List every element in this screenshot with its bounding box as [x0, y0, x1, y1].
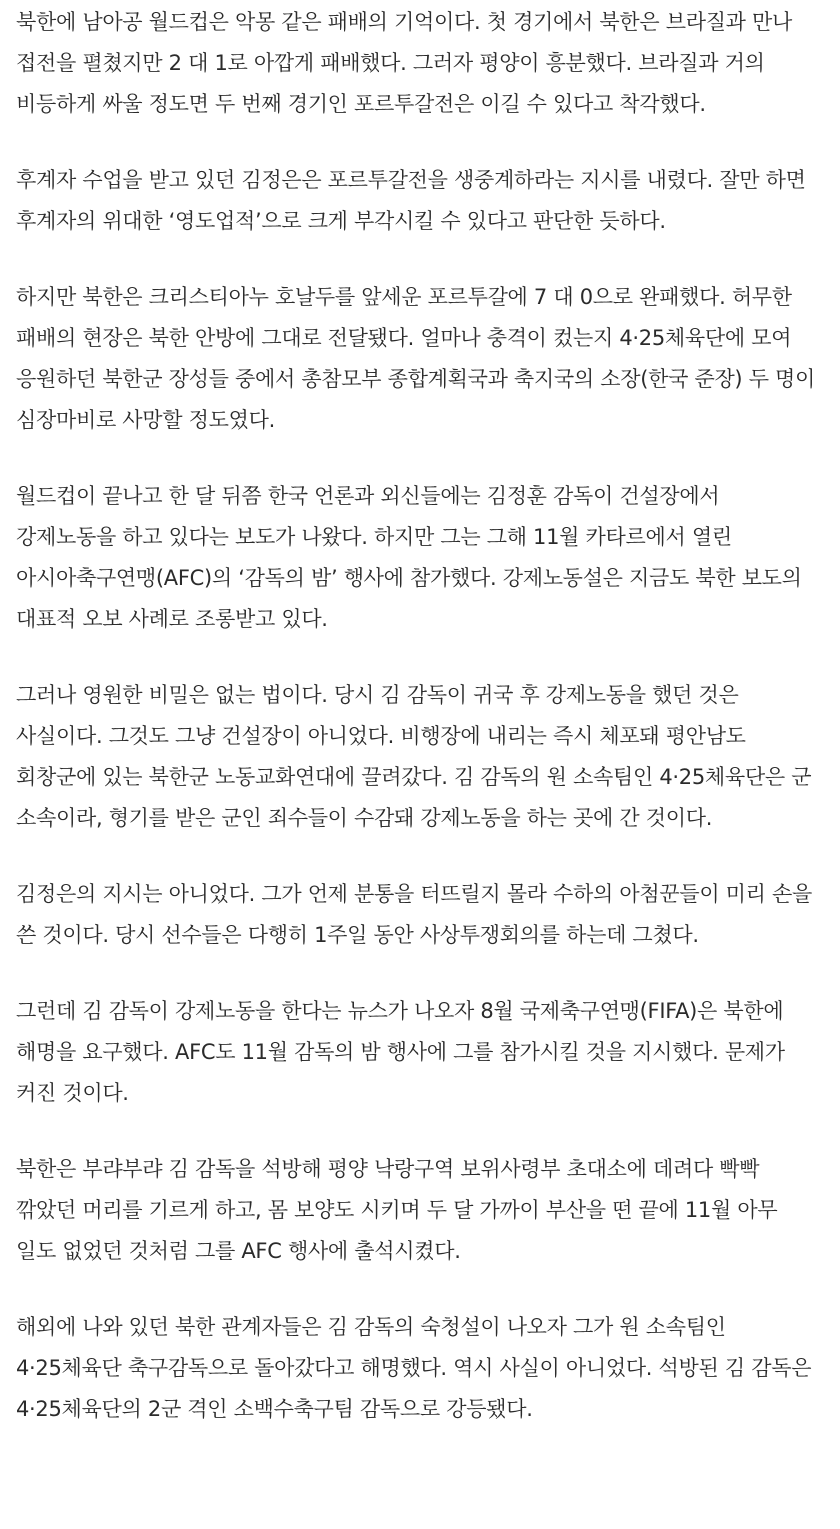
article-paragraph: 북한에 남아공 월드컵은 악몽 같은 패배의 기억이다. 첫 경기에서 북한은 브라질과 만나 접전을 펼쳤지만 2 대 1로 아깝게 패배했다. 그러자 평양이 흥분했다. 브라질과 거의 비등하게 싸울 정도면 두 번째 경기인 포르투갈전은 이길 수 있다고 착각했다. [16, 10, 793, 116]
article-paragraph: 그런데 김 감독이 강제노동을 한다는 뉴스가 나오자 8월 국제축구연맹(FIFA)은 북한에 해명을 요구했다. AFC도 11월 감독의 밤 행사에 그를 참가시킬 것을 지시했다. 문제가 커진 것이다. [16, 999, 785, 1105]
article-paragraph: 후계자 수업을 받고 있던 김정은은 포르투갈전을 생중계하라는 지시를 내렸다. 잘만 하면 후계자의 위대한 ‘영도업적’으로 크게 부각시킬 수 있다고 판단한 듯하다. [16, 168, 806, 233]
article-paragraph: 북한은 부랴부랴 김 감독을 석방해 평양 낙랑구역 보위사령부 초대소에 데려다 빡빡 깎았던 머리를 기르게 하고, 몸 보양도 시키며 두 달 가까이 부산을 떤 끝에 11월 아무 일도 없었던 것처럼 그를 AFC 행사에 출석시켰다. [16, 1157, 778, 1263]
article-paragraph: 월드컵이 끝나고 한 달 뒤쯤 한국 언론과 외신들에는 김정훈 감독이 건설장에서 강제노동을 하고 있다는 보도가 나왔다. 하지만 그는 그해 11월 카타르에서 열린 아시아축구연맹(AFC)의 ‘감독의 밤’ 행사에 참가했다. 강제노동설은 지금도 북한 보도의 대표적 오보 사례로 조롱받고 있다. [16, 484, 802, 631]
article-paragraph: 김정은의 지시는 아니었다. 그가 언제 분통을 터뜨릴지 몰라 수하의 아첨꾼들이 미리 손을 쓴 것이다. 당시 선수들은 다행히 1주일 동안 사상투쟁회의를 하는데 그쳤다. [16, 882, 812, 947]
article-paragraph: 하지만 북한은 크리스티아누 호날두를 앞세운 포르투갈에 7 대 0으로 완패했다. 허무한 패배의 현장은 북한 안방에 그대로 전달됐다. 얼마나 충격이 컸는지 4·25체육단에 모여 응원하던 북한군 장성들 중에서 총참모부 종합계획국과 축지국의 소장(한국 준장) 두 명이 심장마비로 사망할 정도였다. [16, 285, 816, 432]
article-paragraph: 그러나 영원한 비밀은 없는 법이다. 당시 김 감독이 귀국 후 강제노동을 했던 것은 사실이다. 그것도 그냥 건설장이 아니었다. 비행장에 내리는 즉시 체포돼 평안남도 회창군에 있는 북한군 노동교화연대에 끌려갔다. 김 감독의 원 소속팀인 4·25체육단은 군 소속이라, 형기를 받은 군인 죄수들이 수감돼 강제노동을 하는 곳에 간 것이다. [16, 683, 812, 830]
article-paragraph: 해외에 나와 있던 북한 관계자들은 김 감독의 숙청설이 나오자 그가 원 소속팀인 4·25체육단 축구감독으로 돌아갔다고 해명했다. 역시 사실이 아니었다. 석방된 김 감독은 4·25체육단의 2군 격인 소백수축구팀 감독으로 강등됐다. [16, 1315, 812, 1421]
